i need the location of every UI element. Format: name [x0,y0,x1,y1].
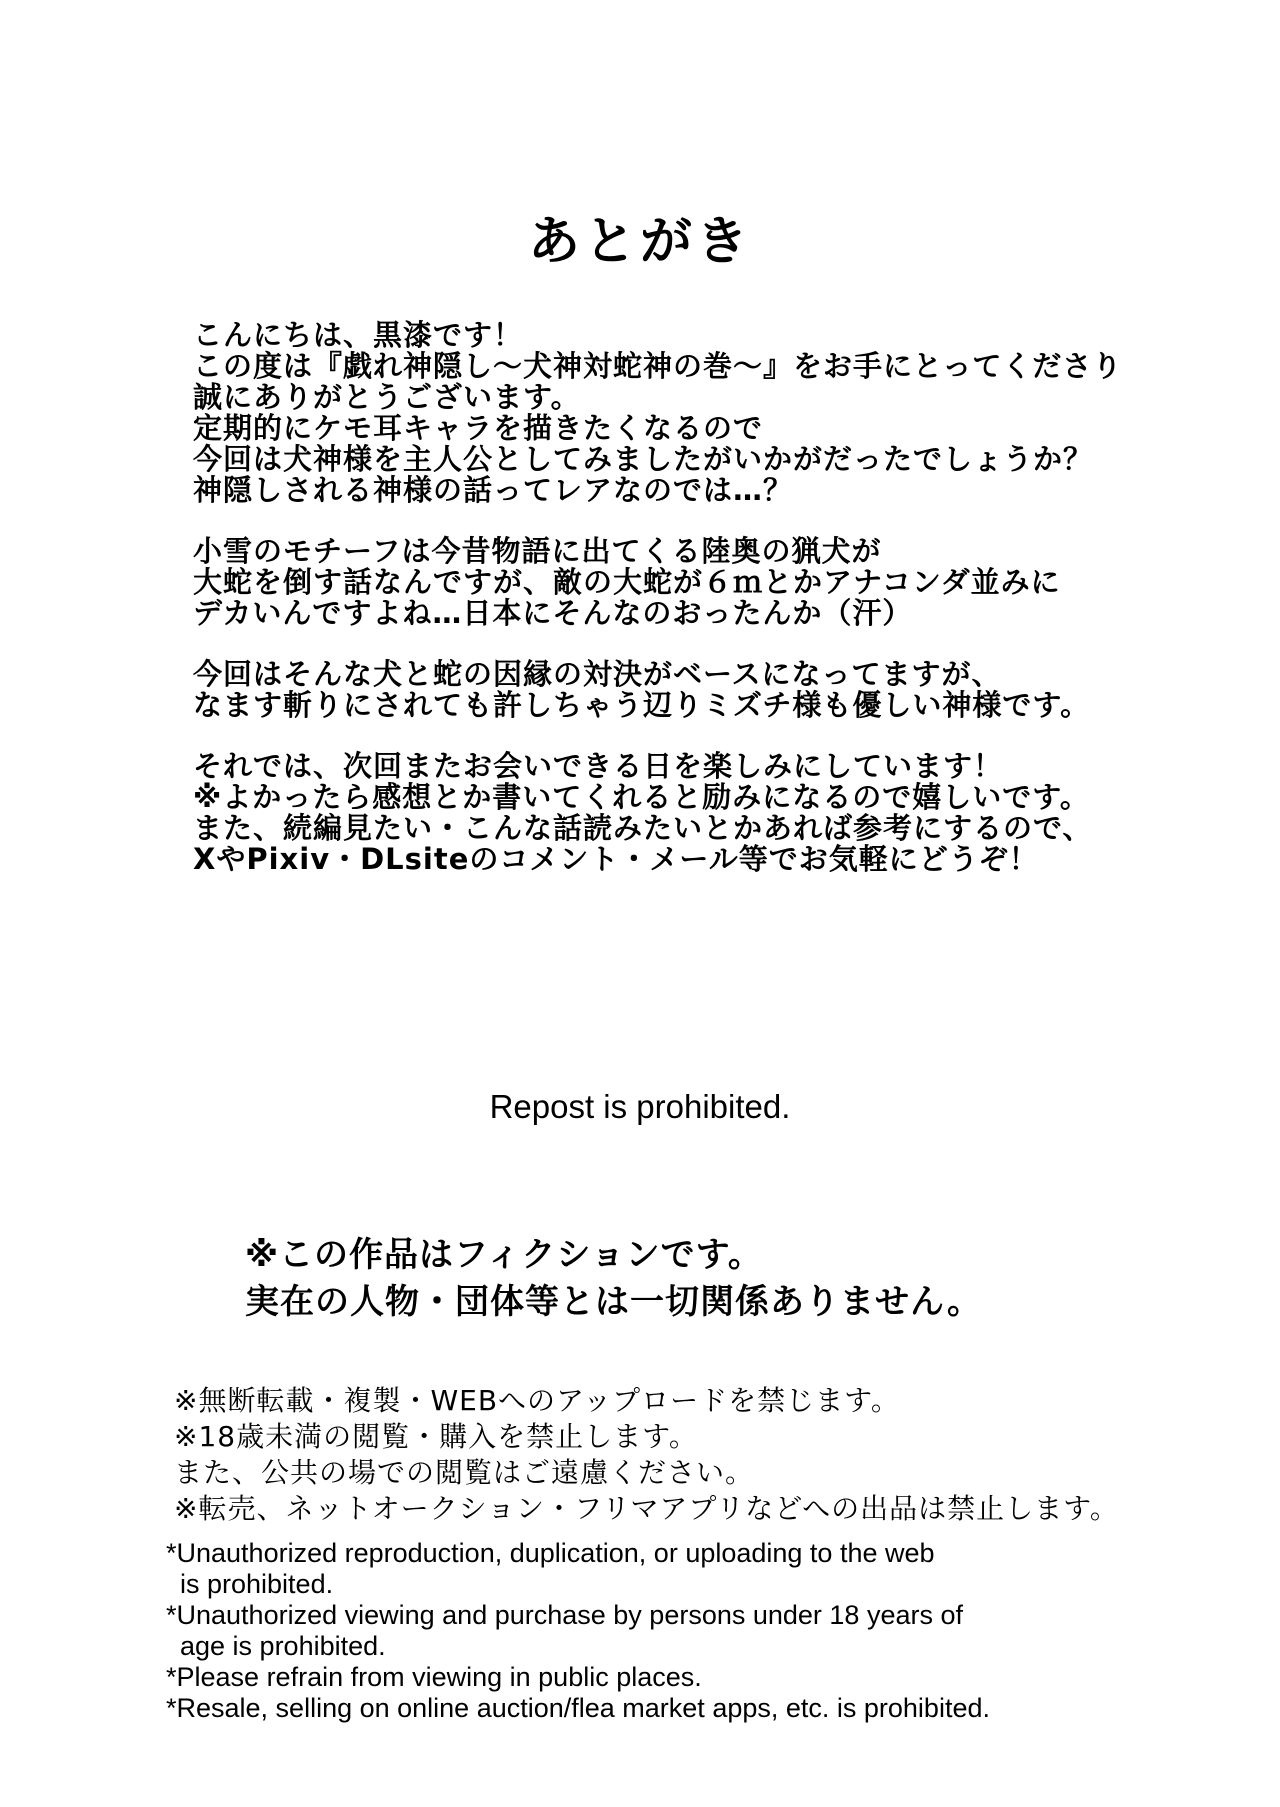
afterword-line: それでは、次回またお会いできる日を楽しみにしています！ [193,749,1004,783]
fiction-line: ※この作品はフィクションです。 [245,1235,763,1275]
notices-english [166,1538,1266,1724]
afterword-paragraph [193,536,1193,629]
afterword-paragraph [193,320,1193,506]
afterword-line: 今回はそんな犬と蛇の因縁の対決がベースになってますが、 [193,657,1002,691]
afterword-line: 大蛇を倒す話なんですが、敵の大蛇が６ｍとかアナコンダ並みに [193,565,1061,599]
afterword-line: 誠にありがとうございます。 [193,380,581,414]
afterword-line: この度は『戯れ神隠し〜犬神対蛇神の巻〜』をお手にとってくださり [193,349,1123,383]
afterword-line: 小雪のモチーフは今昔物語に出てくる陸奥の猟犬が [193,534,882,568]
notice-line: また、公共の場での閲覧はご遠慮ください。 [174,1456,755,1489]
afterword-line: XやPixiv・DLsiteのコメント・メール等でお気軽にどうぞ！ [193,842,1039,876]
fiction-line: 実在の人物・団体等とは一切関係ありません。 [245,1282,983,1322]
afterword-paragraph [193,659,1193,721]
notice-line: ※18歳未満の閲覧・購入を禁止します。 [174,1420,698,1453]
afterword-line: 神隠しされる神様の話ってレアなのでは…？ [193,473,794,507]
afterword-body [193,320,1193,905]
afterword-paragraph [193,751,1193,875]
repost-notice: Repost is prohibited. [489,1088,791,1125]
notices-japanese [174,1383,1254,1527]
afterword-line: こんにちは、黒漆です！ [193,318,524,352]
afterword-line: また、続編見たい・こんな話読みたいとかあれば参考にするので、 [193,811,1093,845]
afterword-line: デカいんですよね…日本にそんなのおったんか（汗） [193,596,913,630]
notice-line: *Unauthorized viewing and purchase by persons under 18 years of [166,1600,963,1630]
afterword-line: 定期的にケモ耳キャラを描きたくなるので [193,411,764,445]
notice-line: *Unauthorized reproduction, duplication, or uploading to the web [166,1538,935,1568]
afterword-line: ※よかったら感想とか書いてくれると励みになるので嬉しいです。 [193,780,1090,814]
afterword-line: 今回は犬神様を主人公としてみましたがいかがだったでしょうか？ [193,442,1094,476]
notice-line: *Resale, selling on online auction/flea market apps, etc. is prohibited. [166,1693,990,1723]
page-title: あとがき [527,212,752,272]
notice-line: ※無断転載・複製・WEBへのアップロードを禁じます。 [174,1384,900,1417]
notice-line: age is prohibited. [180,1631,386,1661]
notice-line: ※転売、ネットオークション・フリマアプリなどへの出品は禁止します。 [174,1492,1119,1525]
notice-line: is prohibited. [180,1569,334,1599]
fiction-disclaimer [245,1232,1245,1326]
afterword-line: なます斬りにされても許しちゃう辺りミズチ様も優しい神様です。 [193,688,1091,722]
notice-line: *Please refrain from viewing in public places. [166,1662,702,1692]
